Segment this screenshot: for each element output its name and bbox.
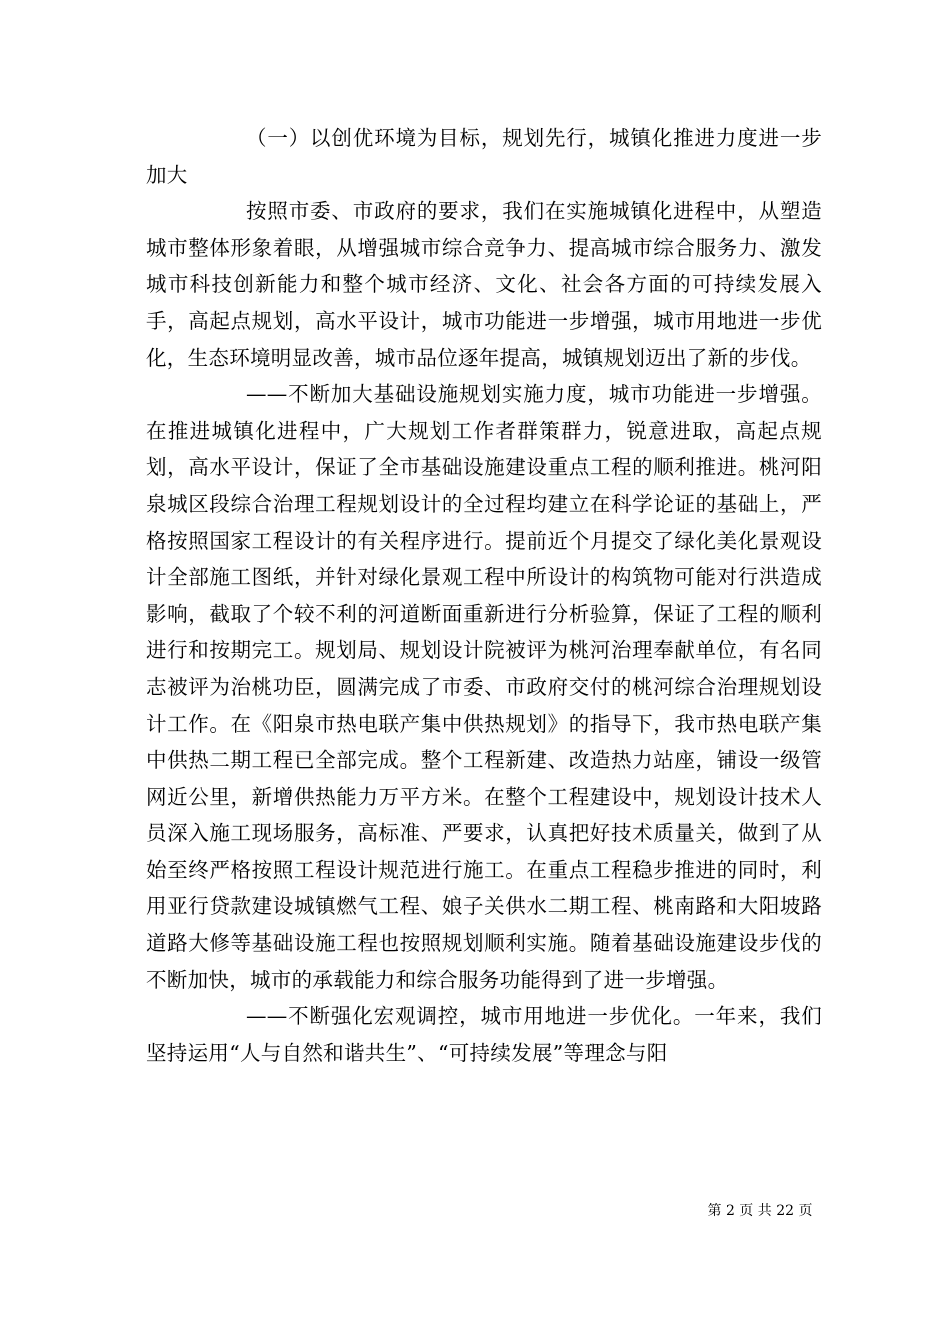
paragraph-intro: 按照市委、市政府的要求，我们在实施城镇化进程中，从塑造城市整体形象着眼，从增强城市综合竞争力、提高城市综合服务力、激发城市科技创新能力和整个城市经济、文化、社会各方面的可持续发展入手，高起点规划，高水平设计，城市功能进一步增强，城市用地进一步优化，生态环境明显改善，城市品位逐年提高，城镇规划迈出了新的步伐。: [146, 199, 822, 370]
paragraph-infrastructure: ——不断加大基础设施规划实施力度，城市功能进一步增强。在推进城镇化进程中，广大规划工作者群策群力，锐意进取，高起点规划，高水平设计，保证了全市基础设施建设重点工程的顺利推进。桃河阳泉城区段综合治理工程规划设计的全过程均建立在科学论证的基础上，严格按照国家工程设计的有关程序进行。提前近个月提交了绿化美化景观设计全部施工图纸，并针对绿化景观工程中所设计的构筑物可能对行洪造成影响，截取了个较不利的河道断面重新进行分析验算，保证了工程的顺利进行和按期完工。规划局、规划设计院被评为桃河治理奉献单位，有名同志被评为治桃功臣，圆满完成了市委、市政府交付的桃河综合治理规划设计工作。在《阳泉市热电联产集中供热规划》的指导下，我市热电联产集中供热二期工程已全部完成。整个工程新建、改造热力站座，铺设一级管网近公里，新增供热能力万平方米。在整个工程建设中，规划设计技术人员深入施工现场服务，高标准、严要求，认真把好技术质量关，做到了从始至终严格按照工程设计规范进行施工。在重点工程稳步推进的同时，利用亚行贷款建设城镇燃气工程、娘子关供水二期工程、桃南路和大阳坡路道路大修等基础设施工程也按照规划顺利实施。随着基础设施建设步伐的不断加快，城市的承载能力和综合服务功能得到了进一步增强。: [146, 382, 822, 992]
section-heading: （一）以创优环境为目标，规划先行，城镇化推进力度进一步加大: [146, 126, 822, 187]
page-number: 第 2 页 共 22 页: [707, 1203, 813, 1219]
paragraph-land-use: ——不断强化宏观调控，城市用地进一步优化。一年来，我们坚持运用“人与自然和谐共生”、“可持续发展”等理念与阳: [146, 1004, 822, 1065]
document-body: [146, 120, 822, 1071]
